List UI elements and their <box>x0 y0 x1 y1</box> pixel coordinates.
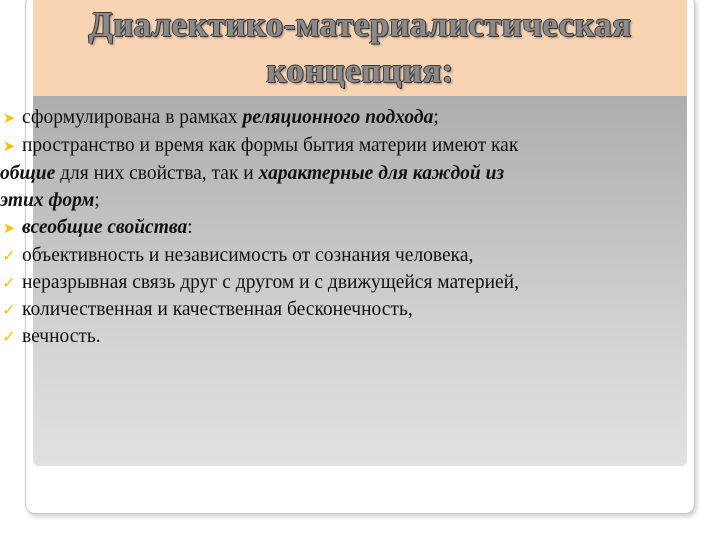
check-icon: ✓ <box>2 246 16 265</box>
item-text: пространство и время как формы бытия материи имеют как <box>22 135 519 156</box>
title-line-1: Диалектико-материалистическая <box>88 5 632 44</box>
check-icon: ✓ <box>2 273 16 292</box>
item-emphasis: этих форм <box>0 190 95 211</box>
item-text: ; <box>94 190 100 211</box>
item-text: объективность и независимость от сознания человека, <box>22 245 474 266</box>
list-item-continuation <box>0 160 690 187</box>
item-text: сформулирована в рамках <box>22 107 243 128</box>
item-text: ; <box>433 107 439 128</box>
item-text: : <box>187 217 193 238</box>
list-item <box>0 269 690 296</box>
item-emphasis: всеобщие свойства <box>22 217 188 238</box>
item-emphasis: характерные для каждой из <box>258 163 505 184</box>
list-item <box>0 323 690 350</box>
check-icon: ✓ <box>2 300 16 319</box>
title-line-2: концепция: <box>266 51 454 90</box>
item-text: для них свойства, так и <box>55 163 259 184</box>
item-text: неразрывная связь друг с другом и с движущейся материей, <box>22 272 519 293</box>
list-item <box>0 104 690 132</box>
list-item <box>0 296 690 323</box>
item-emphasis: общие <box>0 163 56 184</box>
arrow-icon: ➤ <box>2 137 16 155</box>
arrow-icon: ➤ <box>2 219 16 237</box>
item-text: количественная и качественная бесконечность, <box>22 299 413 320</box>
item-emphasis: реляционного подхода <box>242 107 434 128</box>
bullet-list <box>0 104 690 350</box>
list-item-continuation <box>0 187 690 214</box>
list-item <box>0 132 690 160</box>
item-text: вечность. <box>22 326 101 347</box>
check-icon: ✓ <box>2 327 16 346</box>
list-item <box>0 214 690 242</box>
list-item <box>0 242 690 269</box>
arrow-icon: ➤ <box>2 109 16 127</box>
slide-title <box>33 2 687 94</box>
